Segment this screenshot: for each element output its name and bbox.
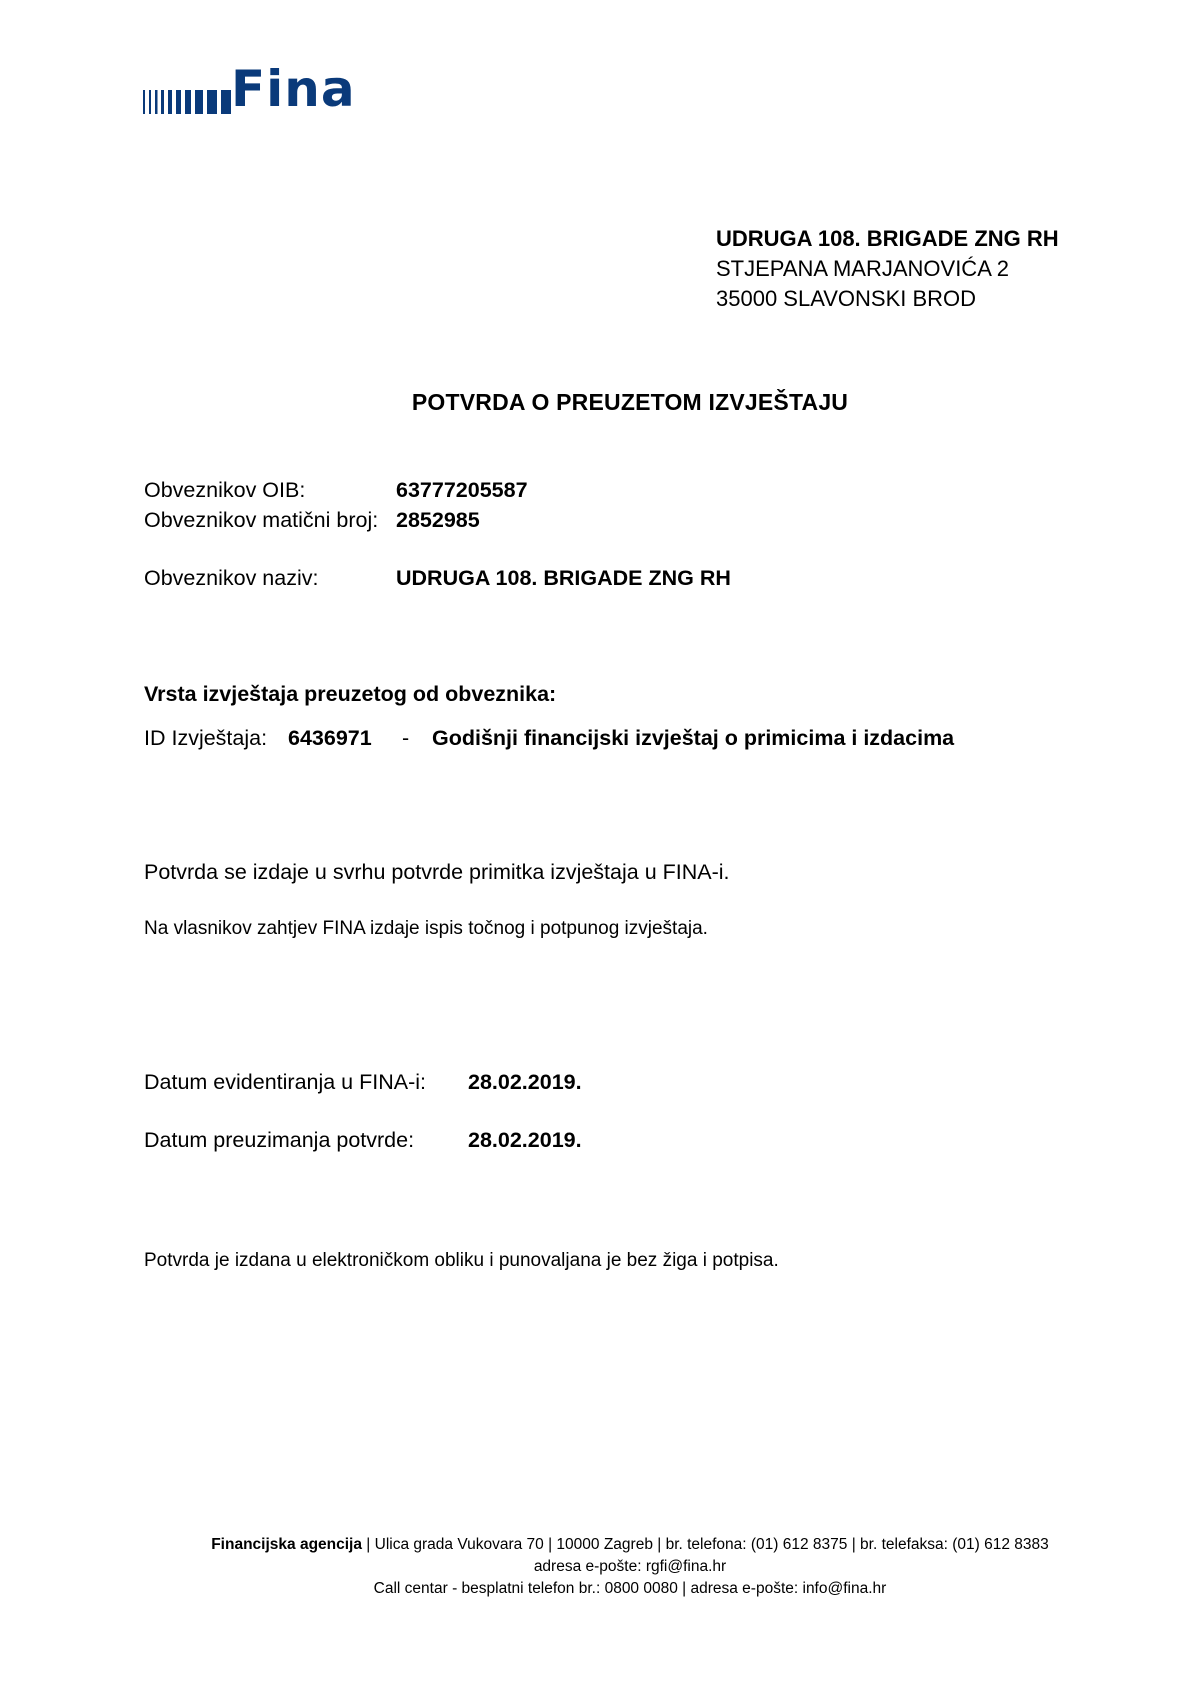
date-preuzimanja-value: 28.02.2019. xyxy=(468,1128,582,1152)
purpose-note: Potvrda se izdaje u svrhu potvrde primitka izvještaja u FINA-i. xyxy=(144,860,730,884)
recipient-name: UDRUGA 108. BRIGADE ZNG RH xyxy=(716,226,1059,251)
document-title: POTVRDA O PREUZETOM IZVJEŠTAJU xyxy=(411,389,849,415)
date-evidentiranja-value: 28.02.2019. xyxy=(468,1070,582,1094)
date-preuzimanja-row xyxy=(144,1128,582,1153)
footer-line-2: adresa e-pošte: rgfi@fina.hr xyxy=(533,1558,727,1575)
recipient-address xyxy=(716,224,1059,314)
report-id-value: 6436971 xyxy=(288,726,372,750)
report-type-name: Godišnji financijski izvještaj o primicima i izdacima xyxy=(432,726,955,750)
maticni-broj-value: 2852985 xyxy=(396,508,480,532)
report-type-heading: Vrsta izvještaja preuzetog od obveznika: xyxy=(144,682,557,706)
report-id-label: ID Izvještaja: xyxy=(144,726,268,750)
maticni-broj-label: Obveznikov matični broj: xyxy=(144,508,379,532)
footer-line-1 xyxy=(0,1534,1200,1556)
oib-row xyxy=(144,478,528,503)
date-evidentiranja-row xyxy=(144,1070,582,1095)
footer-line-3: Call centar - besplatni telefon br.: 0800 0080 | adresa e-pošte: info@fina.hr xyxy=(373,1580,887,1597)
validity-note: Potvrda je izdana u elektroničkom obliku i punovaljana je bez žiga i potpisa. xyxy=(144,1250,779,1271)
date-preuzimanja-label: Datum preuzimanja potvrde: xyxy=(144,1128,415,1152)
report-id-separator: - xyxy=(402,726,410,750)
recipient-city: 35000 SLAVONSKI BROD xyxy=(716,286,977,311)
naziv-value: UDRUGA 108. BRIGADE ZNG RH xyxy=(396,566,731,590)
naziv-row xyxy=(144,566,731,591)
date-evidentiranja-label: Datum evidentiranja u FINA-i: xyxy=(144,1070,426,1094)
oib-value: 63777205587 xyxy=(396,478,528,502)
footer-contact-details: | Ulica grada Vukovara 70 | 10000 Zagreb | br. telefona: (01) 612 8375 | br. telefaksa: (01) 612 8383 xyxy=(361,1536,1049,1553)
request-note: Na vlasnikov zahtjev FINA izdaje ispis točnog i potpunog izvještaja. xyxy=(144,918,708,939)
recipient-street: STJEPANA MARJANOVIĆA 2 xyxy=(716,256,1010,281)
naziv-label: Obveznikov naziv: xyxy=(144,566,319,590)
report-id-row xyxy=(144,726,955,751)
fina-logo-bars-icon xyxy=(143,74,231,114)
fina-logo-text: Fina xyxy=(231,60,356,118)
maticni-broj-row xyxy=(144,508,480,533)
fina-logo xyxy=(143,60,356,118)
oib-label: Obveznikov OIB: xyxy=(144,478,306,502)
page-footer xyxy=(0,1534,1200,1600)
footer-org-name: Financijska agencija xyxy=(211,1536,362,1553)
